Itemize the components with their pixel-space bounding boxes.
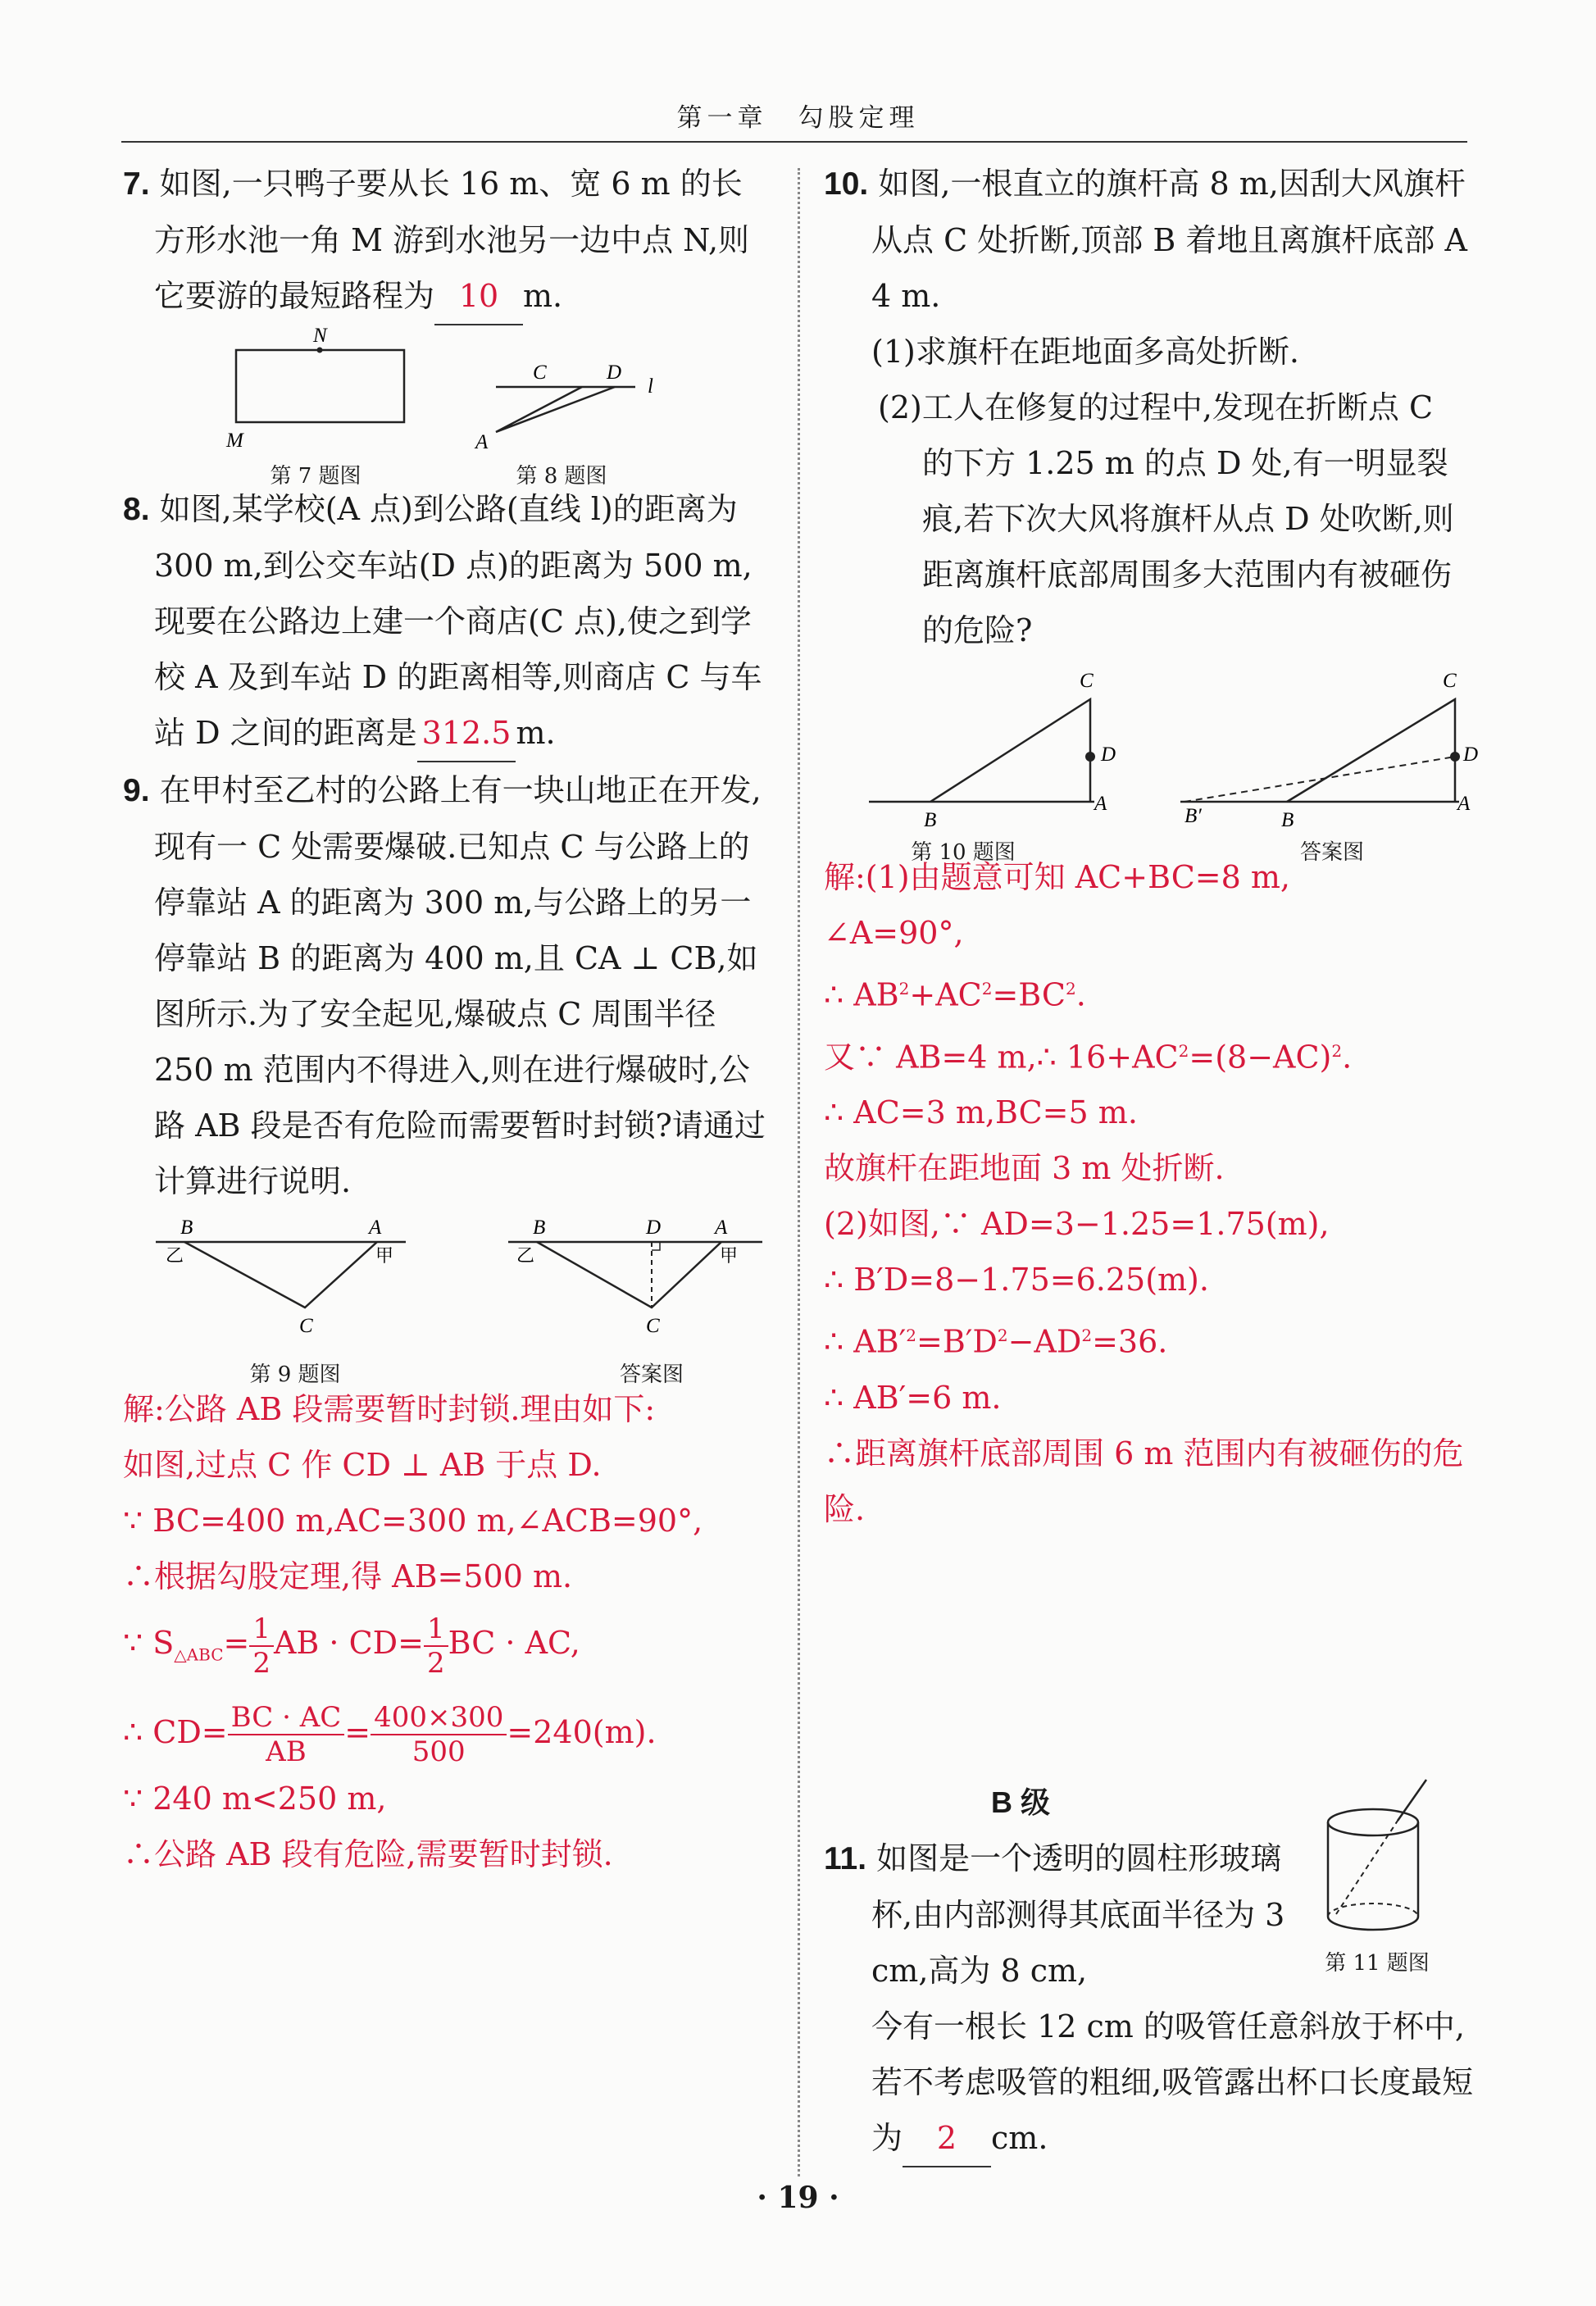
- question-10: 10. 如图,一根直立的旗杆高 8 m,因刮大风旗杆从点 C 处折断,顶部 B 着地且离旗杆底部 A 4 m.: [824, 166, 1467, 314]
- svg-text:C: C: [299, 1315, 313, 1337]
- question-10-part2: (2)工人在修复的过程中,发现在折断点 C 的下方 1.25 m 的点 D 处,有一明显裂痕,若下次大风将旗杆从点 D 处吹断,则距离旗杆底部周围多大范围内有被砸伤的危险?: [878, 389, 1454, 648]
- solution-9: 解:公路 AB 段需要暂时封锁.理由如下: 如图,过点 C 作 CD ⊥ AB 于点 D. ∵ BC=400 m,AC=300 m,∠ACB=90°, ∴根据勾股定理,得 AB=500 m. ∵ $S_{\triangle ABC}=$ $\frac{1}{2}$ AB · CD= $\frac{1}{2}$ BC · AC, ∴ CD= $\frac{BC \cdot AC}{AB}$ = $\frac{400\times 300}{500}$ =240(m). ∵ 240 m<250 m, ∴公路 AB 段有危险,需要暂时封锁.: [123, 1391, 703, 1872]
- svg-text:D: D: [1463, 744, 1479, 766]
- question-7: 7. 如图,一只鸭子要从长 16 m、宽 6 m 的长方形水池一角 M 游到水池另一边中点 N,则它要游的最短路程为 10 m.: [123, 156, 766, 325]
- figure-10-svg: [824, 658, 1479, 843]
- label-n: N: [313, 325, 327, 347]
- right-column: [824, 156, 1479, 2156]
- figures-7-8: [123, 325, 766, 489]
- figures-10: [824, 658, 1479, 865]
- svg-text:甲: 甲: [720, 1246, 739, 1267]
- column-divider: [798, 168, 800, 2176]
- figure-10: [869, 670, 1116, 831]
- label-d: D: [607, 362, 622, 384]
- caption-fig10-answer: 答案图: [1299, 840, 1364, 865]
- svg-text:B: B: [180, 1217, 193, 1239]
- triangle-acd: [496, 387, 615, 432]
- svg-text:B: B: [1281, 809, 1294, 831]
- figure-10-answer: [1180, 670, 1478, 831]
- svg-text:B′: B′: [1184, 805, 1202, 827]
- svg-text:B: B: [924, 809, 937, 831]
- question-11-text: 11. 如图是一个透明的圆柱形玻璃杯,由内部测得其底面半径为 3 cm,高为 8 cm,: [824, 1840, 1285, 1989]
- question-10-part1: (1)求旗杆在距地面多高处折断.: [871, 334, 1299, 370]
- svg-text:甲: 甲: [375, 1246, 394, 1267]
- question-8: 8. 如图,某学校(A 点)到公路(直线 l)的距离为 300 m,到公交车站(D 点)的距离为 500 m,现要在公路边上建一个商店(C 点),使之到学校 A 及到车站 D 的距离相等,则商店 C 与车站 D 之间的距离是 312.5 m.: [123, 481, 766, 762]
- question-11-text-cont: 今有一根长 12 cm 的吸管任意斜放于杯中,若不考虑吸管的粗细,吸管露出杯口长度最短为 2 cm.: [871, 1999, 1474, 2167]
- level-b-heading: B 级: [990, 1785, 1050, 1819]
- answer-blank-11: 2: [903, 2110, 991, 2167]
- label-c: C: [533, 362, 547, 384]
- svg-text:C: C: [1080, 670, 1094, 692]
- caption-fig10: 第 10 题图: [911, 840, 1016, 865]
- figure-8: [474, 362, 653, 453]
- solution-10: 解:(1)由题意可知 AC+BC=8 m, ∠A=90°, ∴ $AB^2+AC^2=BC^2$. 又∵ AB=4 m,∴ $16+AC^2=(8-AC)^2$. ∴ AC=3 m,BC=5 m. 故旗杆在距地面 3 m 处折断. (2)如图,∵ AD=3−1.25=1.75(m), ∴ B′D=8−1.75=6.25(m). ∴ $AB'^2=B'D^2-AD^2=36$. ∴ AB′=6 m. ∴距离旗杆底部周围 6 m 范围内有被砸伤的危险.: [824, 859, 1464, 1527]
- svg-text:A: A: [715, 1217, 728, 1239]
- svg-text:C: C: [1443, 670, 1457, 692]
- svg-text:A: A: [369, 1217, 382, 1239]
- svg-text:A: A: [1094, 793, 1107, 815]
- svg-text:B: B: [533, 1217, 546, 1239]
- caption-fig11: 第 11 题图: [1325, 1951, 1430, 1976]
- svg-text:D: D: [1101, 744, 1116, 766]
- caption-fig8: 第 8 题图: [516, 464, 607, 489]
- page-number: · 19 ·: [757, 2181, 839, 2215]
- header-rule: [121, 141, 1467, 143]
- point-d: [1085, 752, 1095, 762]
- answer-blank-8: 312.5: [417, 705, 516, 762]
- figure-9: [156, 1217, 406, 1337]
- svg-text:乙: 乙: [166, 1246, 184, 1267]
- question-9: 9. 在甲村至乙村的公路上有一块山地正在开发,现有一 C 处需要爆破.已知点 C 与公路上的停靠站 A 的距离为 300 m,与公路上的另一停靠站 B 的距离为 400 m,且 CA ⊥ CB,如图所示.为了安全起见,爆破点 C 周围半径 250 m 范围内不得进入,则在进行爆破时,公路 AB 段是否有危险而需要暂时封锁?请通过计算进行说明.: [123, 772, 766, 1199]
- question-11-block: [824, 1775, 1474, 2156]
- caption-fig7: 第 7 题图: [270, 464, 361, 489]
- svg-text:D: D: [646, 1217, 662, 1239]
- caption-fig9-answer: 答案图: [619, 1362, 684, 1387]
- figure-11: [1299, 1773, 1463, 1976]
- label-l: l: [648, 375, 653, 398]
- point-n: [317, 348, 323, 353]
- figure-7: [225, 325, 404, 452]
- pool-rectangle: [236, 350, 404, 422]
- svg-text:A: A: [1457, 793, 1471, 815]
- chapter-header: 第一章 勾股定理: [676, 103, 920, 133]
- label-m: M: [226, 430, 243, 452]
- svg-text:C: C: [646, 1315, 660, 1337]
- left-column: [123, 156, 766, 1882]
- label-a: A: [475, 431, 489, 453]
- svg-text:乙: 乙: [516, 1246, 535, 1267]
- answer-blank-7: 10: [434, 268, 523, 325]
- figures-9: [123, 1209, 766, 1387]
- figure-7-8-svg: [123, 325, 766, 481]
- caption-fig9: 第 9 题图: [249, 1362, 341, 1387]
- figure-9-answer: [508, 1217, 762, 1337]
